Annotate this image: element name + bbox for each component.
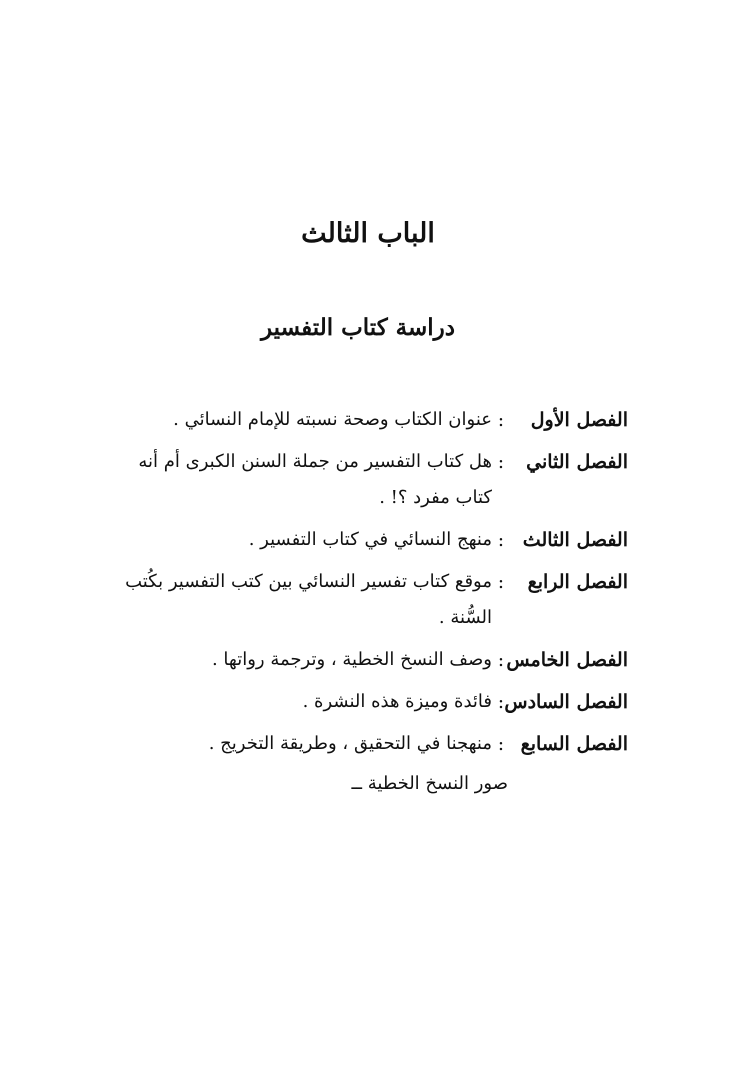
- chapter-entry-6: [108, 684, 628, 720]
- chapter-title: هل كتاب التفسير من جملة السنن الكبرى أم أنه كتاب مفرد ؟! .: [138, 451, 492, 508]
- chapter-entry-7: [108, 726, 628, 762]
- chapter-title: منهجنا في التحقيق ، وطريقة التخريج .: [208, 733, 492, 754]
- chapter-label: الفصل الأول: [530, 409, 628, 431]
- chapter-entry-3: [108, 522, 628, 558]
- manuscript-images-entry: [341, 766, 508, 802]
- chapter-colon: :: [497, 451, 505, 473]
- chapter-entry-4: [108, 564, 628, 636]
- chapter-colon: :: [497, 691, 505, 713]
- chapter-title: فائدة وميزة هذه النشرة .: [302, 691, 492, 712]
- chapter-colon: :: [497, 649, 505, 671]
- part-subtitle: دراسة كتاب التفسير: [260, 314, 456, 341]
- chapter-colon: :: [497, 571, 505, 593]
- chapter-label: الفصل الثاني: [526, 451, 628, 473]
- chapter-colon: :: [497, 733, 505, 755]
- chapter-colon: :: [497, 529, 505, 551]
- entry-dash: ــ: [351, 773, 362, 794]
- chapter-title: موقع كتاب تفسير النسائي بين كتب التفسير بكُتب السُّنة .: [125, 571, 492, 628]
- chapter-title: منهج النسائي في كتاب التفسير .: [248, 529, 492, 550]
- chapter-list: [108, 402, 628, 768]
- chapter-label: الفصل الثالث: [522, 529, 628, 551]
- manuscript-images-label: صور النسخ الخطية: [367, 773, 508, 794]
- chapter-title: عنوان الكتاب وصحة نسبته للإمام النسائي .: [173, 409, 492, 430]
- chapter-colon: :: [497, 409, 505, 431]
- chapter-label: الفصل الخامس: [506, 649, 628, 671]
- part-title: الباب الثالث: [301, 218, 435, 249]
- chapter-entry-1: [108, 402, 628, 438]
- chapter-label: الفصل الرابع: [527, 571, 628, 593]
- chapter-entry-5: [108, 642, 628, 678]
- chapter-label: الفصل السابع: [520, 733, 628, 755]
- chapter-title: وصف النسخ الخطية ، وترجمة رواتها .: [211, 649, 492, 670]
- chapter-label: الفصل السادس: [504, 691, 628, 713]
- chapter-entry-2: [108, 444, 628, 516]
